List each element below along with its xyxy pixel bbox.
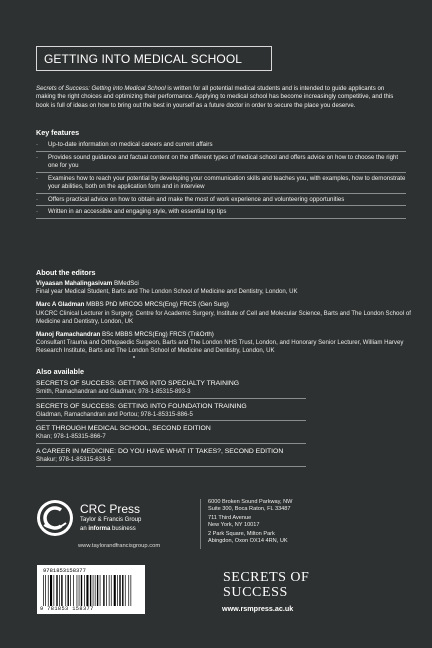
address-line: New York, NY 10017 — [208, 522, 260, 528]
address-line: 6000 Broken Sound Parkway, NW — [208, 499, 293, 505]
feature-text: Written in an accessible and engaging style, with essential top tips — [48, 208, 227, 216]
editor-quals: BSc MBBS MRCS(Eng) FRCS (Tr&Orth) — [100, 331, 214, 339]
business-prefix: an — [80, 526, 89, 532]
editor-name-line — [36, 331, 411, 339]
barcode-bar — [97, 575, 98, 606]
barcode-bar — [106, 575, 107, 606]
page-title: GETTING INTO MEDICAL SCHOOL — [44, 52, 243, 66]
book-divider — [36, 398, 306, 399]
editor-description: UKCRC Clinical Lecturer in Surgery, Centre for Academic Surgery, Institute of Cell and Molecular Science, Barts and The London School of Medicine and Dentistry, London, UK — [36, 309, 411, 325]
barcode-bar — [114, 575, 116, 606]
barcode-bar — [68, 575, 69, 606]
barcode-bar — [131, 575, 132, 606]
editors-heading: About the editors — [36, 268, 96, 277]
feature-item — [36, 208, 406, 216]
title-box — [36, 46, 272, 71]
book-entry — [36, 379, 366, 399]
publisher-url[interactable]: www.taylorandfrancisgroup.com — [78, 543, 161, 549]
feature-divider — [36, 218, 406, 219]
barcode-bar — [93, 575, 94, 606]
feature-item — [36, 196, 406, 204]
decorative-dot — [133, 356, 135, 358]
editor-quals: BMedSci — [112, 280, 139, 287]
barcode-bar — [125, 575, 126, 606]
barcode-bar — [109, 575, 110, 606]
book-title: SECRETS OF SUCCESS: GETTING INTO FOUNDATION TRAINING — [36, 402, 247, 410]
book-info: Shakur; 978-1-85315-633-5 — [36, 456, 111, 464]
editor-entry — [36, 331, 411, 356]
barcode-top-number: 9781853158377 — [43, 567, 86, 574]
feature-text: Examines how to reach your potential by developing your communication skills and teaches you, with examples, how to demonstrate your abilities, both on the application form and in interview — [48, 174, 406, 190]
series-line-2: SUCCESS — [223, 585, 288, 600]
editor-description: Final year Medical Student, Barts and The London School of Medicine and Dentistry, London, UK — [36, 288, 298, 296]
barcode-bar — [73, 575, 74, 606]
barcode-bar — [103, 575, 104, 606]
publisher-business — [80, 526, 136, 532]
barcode-bar — [65, 575, 66, 606]
feature-divider — [36, 172, 406, 173]
isbn-barcode — [37, 565, 145, 614]
editor-name: Manoj Ramachandran — [36, 331, 101, 339]
book-title: GET THROUGH MEDICAL SCHOOL, SECOND EDITION — [36, 425, 211, 433]
book-info: Smith, Ramachandran and Gladman; 978-1-85315-893-3 — [36, 388, 191, 395]
editor-name-line — [36, 301, 411, 309]
book-info: Gladman, Ramachandran and Portou; 978-1-85315-886-5 — [36, 410, 193, 418]
address-line: Abingdon, Oxon OX14 4RN, UK — [208, 538, 288, 544]
barcode-bar — [122, 575, 123, 606]
feature-text: Up-to-date information on medical careers and current affairs — [48, 141, 213, 148]
address-line: Suite 300, Boca Raton, FL 33487 — [208, 506, 291, 512]
editor-name: Marc A Gladman — [36, 301, 85, 309]
address-group — [208, 499, 328, 513]
publisher-name: CRC Press — [80, 502, 141, 516]
barcode-bar — [43, 575, 44, 606]
book-divider — [36, 466, 306, 467]
also-available-list — [36, 379, 366, 470]
intro-book-title: Secrets of Success: Getting into Medical School — [36, 85, 166, 92]
barcode-bar — [95, 575, 96, 606]
barcode-bar — [59, 575, 60, 606]
barcode-bar — [117, 575, 118, 606]
barcode-bar — [100, 575, 101, 606]
address-line: 711 Third Avenue — [208, 515, 252, 521]
barcode-bar — [56, 575, 57, 606]
barcode-bar — [50, 575, 52, 606]
editor-quals: MBBS PhD MRCOG MRCS(Eng) FRCS (Gen Surg) — [84, 301, 229, 309]
key-features-heading: Key features — [36, 128, 80, 137]
barcode-bar — [81, 575, 82, 606]
series-logo — [223, 570, 333, 601]
feature-divider — [36, 205, 406, 206]
book-info: Khan; 978-1-85315-866-7 — [36, 433, 106, 441]
bullet-icon: · — [36, 153, 39, 161]
barcode-bar — [70, 575, 71, 606]
book-title: SECRETS OF SUCCESS: GETTING INTO SPECIALTY TRAINING — [36, 380, 240, 387]
business-suffix: business — [110, 526, 136, 532]
feature-item — [36, 141, 406, 149]
barcode-bar — [79, 575, 80, 606]
also-available-heading: Also available — [36, 367, 84, 376]
feature-divider — [36, 151, 406, 152]
barcode-bar — [90, 575, 91, 606]
barcode-bars — [42, 575, 140, 606]
feature-item — [36, 154, 406, 170]
feature-item — [36, 175, 406, 191]
key-features-list — [36, 141, 406, 221]
address-line: 2 Park Square, Milton Park — [208, 531, 275, 537]
editors-list — [36, 280, 411, 361]
business-brand: informa — [88, 526, 111, 532]
bullet-icon: · — [36, 174, 39, 182]
barcode-bar — [54, 575, 55, 606]
barcode-bar — [84, 575, 85, 606]
bullet-icon: · — [36, 141, 39, 148]
barcode-bottom-number: 9 781853 158377 — [40, 606, 94, 612]
intro-text: is written for all potential medical students and is intended to guide applicants on making the right choices and optimizing their performance. Applying to medical school has become increasingly competitive, and this book is full of ideas on how to bring out the best in yourself as a future doctor in order to secure the place you deserve. — [36, 85, 394, 109]
book-title: A CAREER IN MEDICINE: DO YOU HAVE WHAT IT TAKES?, SECOND EDITION — [36, 448, 284, 456]
barcode-bar — [61, 575, 62, 606]
crc-press-logo-icon — [36, 499, 74, 537]
barcode-bar — [77, 575, 78, 606]
publisher-group: Taylor & Francis Group — [80, 517, 142, 523]
address-group — [208, 515, 328, 529]
barcode-bar — [119, 575, 120, 606]
feature-text: Offers practical advice on how to obtain and make the most of work experience and volunteering opportunities — [48, 195, 345, 203]
editor-entry — [36, 301, 411, 326]
barcode-bar — [48, 575, 49, 606]
barcode-bar — [45, 575, 46, 606]
bullet-icon: · — [36, 208, 39, 216]
bullet-icon: · — [36, 195, 39, 203]
publisher-addresses — [208, 499, 328, 547]
publisher-divider — [200, 499, 201, 549]
book-divider — [36, 443, 306, 444]
editor-name: Viyaasan Mahalingasivam — [36, 280, 113, 287]
book-entry — [36, 402, 366, 422]
editor-name-line — [36, 280, 411, 288]
series-line-1: SECRETS OF — [223, 570, 310, 585]
barcode-bar — [86, 575, 88, 606]
feature-divider — [36, 193, 406, 194]
barcode-bar — [128, 575, 129, 606]
editor-description: Consultant Trauma and Orthopaedic Surgeon, Barts and The London NHS Trust, London, and Honorary Senior Lecturer, William Harvey Research Institute, Barts and The London School of Medicine and Dentistry, London, UK — [36, 339, 404, 355]
rsm-press-url[interactable]: www.rsmpress.ac.uk — [222, 604, 294, 613]
feature-text: Provides sound guidance and factual content on the different types of medical school and offers advice on how to choose the right one for you — [48, 153, 399, 169]
editor-entry — [36, 280, 411, 296]
address-group — [208, 531, 328, 545]
intro-paragraph — [36, 85, 401, 110]
barcode-bar — [111, 575, 112, 606]
book-entry — [36, 424, 366, 444]
book-entry — [36, 447, 366, 467]
book-divider — [36, 420, 306, 421]
